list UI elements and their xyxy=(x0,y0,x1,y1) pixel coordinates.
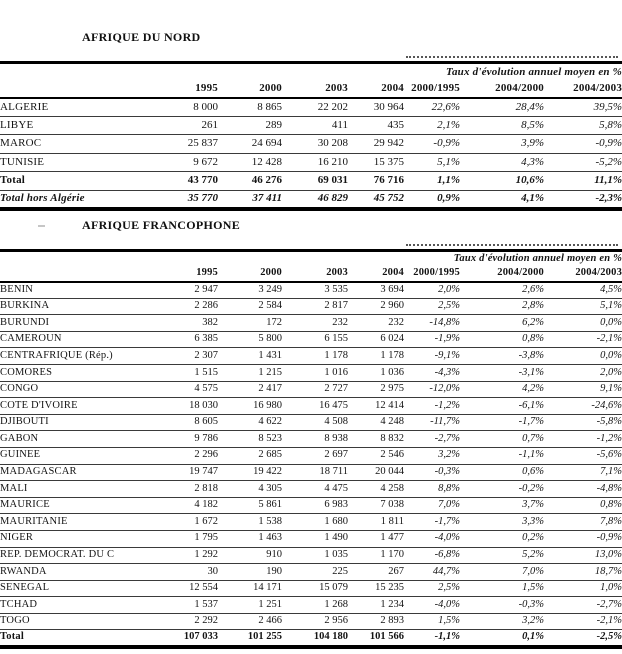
cell-year-value: 2 286 xyxy=(168,298,218,315)
cell-pct-value: 7,0% xyxy=(404,497,460,514)
cell-year-value: 3 249 xyxy=(218,282,282,299)
cell-year-value: 15 375 xyxy=(348,153,404,172)
cell-year-value: 2 960 xyxy=(348,298,404,315)
cell-pct-value: -1,7% xyxy=(404,514,460,531)
cell-pct-value: 1,1% xyxy=(404,172,460,191)
cell-year-value: 1 234 xyxy=(348,597,404,614)
cell-pct-value: 9,1% xyxy=(544,381,622,398)
cell-country-name: BENIN xyxy=(0,282,168,299)
cell-country-name: CENTRAFRIQUE (Rép.) xyxy=(0,348,168,365)
table-row xyxy=(0,98,622,117)
cell-country-name: COMORES xyxy=(0,364,168,381)
empty-header-cell xyxy=(0,251,404,266)
cell-country-name: MALI xyxy=(0,481,168,498)
cell-year-value: 37 411 xyxy=(218,190,282,209)
table-row xyxy=(0,464,622,481)
cell-year-value: 6 385 xyxy=(168,331,218,348)
cell-pct-value: -2,5% xyxy=(544,630,622,647)
cell-year-value: 35 770 xyxy=(168,190,218,209)
table-row xyxy=(0,135,622,154)
cell-year-value: 9 672 xyxy=(168,153,218,172)
cell-pct-value: 0,1% xyxy=(460,630,544,647)
cell-pct-value: 0,2% xyxy=(460,530,544,547)
pct-column-header: 2000/1995 xyxy=(404,266,460,282)
cell-year-value: 22 202 xyxy=(282,98,348,117)
cell-pct-value: 2,5% xyxy=(404,298,460,315)
table-body xyxy=(0,282,622,647)
table-row xyxy=(0,497,622,514)
cell-year-value: 2 307 xyxy=(168,348,218,365)
cell-country-name: COTE D'IVOIRE xyxy=(0,398,168,415)
cell-year-value: 1 811 xyxy=(348,514,404,531)
cell-year-value: 12 554 xyxy=(168,580,218,597)
cell-year-value: 2 817 xyxy=(282,298,348,315)
table-row xyxy=(0,315,622,332)
table-row xyxy=(0,580,622,597)
cell-country-name: Total xyxy=(0,172,168,191)
cell-country-name: Total xyxy=(0,630,168,647)
cell-year-value: 1 515 xyxy=(168,364,218,381)
table-afrique-francophone xyxy=(0,249,622,649)
cell-year-value: 4 248 xyxy=(348,414,404,431)
cell-year-value: 435 xyxy=(348,116,404,135)
cell-pct-value: -14,8% xyxy=(404,315,460,332)
cell-year-value: 3 694 xyxy=(348,282,404,299)
cell-pct-value: 8,5% xyxy=(460,116,544,135)
cell-year-value: 16 980 xyxy=(218,398,282,415)
cell-year-value: 1 178 xyxy=(282,348,348,365)
cell-country-name: CONGO xyxy=(0,381,168,398)
cell-pct-value: 0,8% xyxy=(544,497,622,514)
cell-year-value: 1 795 xyxy=(168,530,218,547)
cell-pct-value: 5,1% xyxy=(404,153,460,172)
cell-year-value: 107 033 xyxy=(168,630,218,647)
cell-year-value: 14 171 xyxy=(218,580,282,597)
taux-header-label: Taux d'évolution annuel moyen en % xyxy=(446,65,622,78)
cell-pct-value: 2,0% xyxy=(544,364,622,381)
cell-pct-value: 5,8% xyxy=(544,116,622,135)
dotted-rule-artifact-bottom xyxy=(406,244,618,246)
cell-country-name: MAROC xyxy=(0,135,168,154)
cell-pct-value: 0,7% xyxy=(460,431,544,448)
cell-country-name: GUINEE xyxy=(0,447,168,464)
scan-artifact-mark xyxy=(38,225,45,227)
cell-year-value: 2 546 xyxy=(348,447,404,464)
cell-pct-value: -3,8% xyxy=(460,348,544,365)
cell-pct-value: 18,7% xyxy=(544,564,622,581)
cell-year-value: 1 016 xyxy=(282,364,348,381)
cell-country-name: MADAGASCAR xyxy=(0,464,168,481)
table-row xyxy=(0,364,622,381)
cell-year-value: 2 947 xyxy=(168,282,218,299)
cell-year-value: 101 566 xyxy=(348,630,404,647)
empty-header-cell xyxy=(0,63,404,81)
cell-pct-value: 3,9% xyxy=(460,135,544,154)
cell-pct-value: 6,2% xyxy=(460,315,544,332)
cell-country-name: ALGERIE xyxy=(0,98,168,117)
cell-pct-value: 7,0% xyxy=(460,564,544,581)
cell-pct-value: -5,6% xyxy=(544,447,622,464)
cell-pct-value: 28,4% xyxy=(460,98,544,117)
cell-pct-value: 1,5% xyxy=(460,580,544,597)
cell-year-value: 16 210 xyxy=(282,153,348,172)
table-row xyxy=(0,564,622,581)
cell-year-value: 5 800 xyxy=(218,331,282,348)
cell-pct-value: 5,2% xyxy=(460,547,544,564)
cell-country-name: MAURITANIE xyxy=(0,514,168,531)
table-row xyxy=(0,431,622,448)
cell-pct-value: -12,0% xyxy=(404,381,460,398)
cell-year-value: 19 422 xyxy=(218,464,282,481)
cell-year-value: 4 305 xyxy=(218,481,282,498)
cell-pct-value: -1,1% xyxy=(404,630,460,647)
cell-year-value: 289 xyxy=(218,116,282,135)
cell-pct-value: 2,8% xyxy=(460,298,544,315)
year-column-header: 2004 xyxy=(348,266,404,282)
cell-pct-value: 44,7% xyxy=(404,564,460,581)
cell-year-value: 1 477 xyxy=(348,530,404,547)
cell-pct-value: -1,9% xyxy=(404,331,460,348)
cell-country-name: Total hors Algérie xyxy=(0,190,168,209)
cell-year-value: 225 xyxy=(282,564,348,581)
cell-year-value: 45 752 xyxy=(348,190,404,209)
cell-year-value: 5 861 xyxy=(218,497,282,514)
cell-country-name: TCHAD xyxy=(0,597,168,614)
cell-pct-value: -1,7% xyxy=(460,414,544,431)
country-column-header xyxy=(0,266,168,282)
cell-year-value: 2 893 xyxy=(348,613,404,630)
cell-year-value: 8 605 xyxy=(168,414,218,431)
cell-pct-value: 13,0% xyxy=(544,547,622,564)
cell-year-value: 30 208 xyxy=(282,135,348,154)
section-title-afrique-du-nord: AFRIQUE DU NORD xyxy=(82,30,201,44)
cell-year-value: 2 296 xyxy=(168,447,218,464)
cell-year-value: 4 475 xyxy=(282,481,348,498)
cell-year-value: 4 258 xyxy=(348,481,404,498)
cell-year-value: 18 711 xyxy=(282,464,348,481)
cell-pct-value: -24,6% xyxy=(544,398,622,415)
cell-pct-value: 2,0% xyxy=(404,282,460,299)
cell-year-value: 1 036 xyxy=(348,364,404,381)
cell-year-value: 8 938 xyxy=(282,431,348,448)
cell-year-value: 232 xyxy=(348,315,404,332)
cell-year-value: 6 155 xyxy=(282,331,348,348)
cell-year-value: 2 685 xyxy=(218,447,282,464)
cell-year-value: 1 537 xyxy=(168,597,218,614)
year-column-header: 1995 xyxy=(168,81,218,98)
cell-year-value: 30 964 xyxy=(348,98,404,117)
cell-year-value: 8 865 xyxy=(218,98,282,117)
table-row xyxy=(0,530,622,547)
section-title-afrique-francophone: AFRIQUE FRANCOPHONE xyxy=(82,218,241,232)
cell-year-value: 6 983 xyxy=(282,497,348,514)
cell-year-value: 2 417 xyxy=(218,381,282,398)
cell-pct-value: -0,3% xyxy=(404,464,460,481)
table-row xyxy=(0,331,622,348)
cell-year-value: 4 508 xyxy=(282,414,348,431)
cell-year-value: 46 276 xyxy=(218,172,282,191)
cell-year-value: 1 490 xyxy=(282,530,348,547)
cell-pct-value: 3,2% xyxy=(460,613,544,630)
column-headers-row xyxy=(0,266,622,282)
table-row xyxy=(0,116,622,135)
cell-pct-value: 5,1% xyxy=(544,298,622,315)
cell-pct-value: -2,7% xyxy=(544,597,622,614)
cell-year-value: 20 044 xyxy=(348,464,404,481)
cell-year-value: 29 942 xyxy=(348,135,404,154)
cell-year-value: 104 180 xyxy=(282,630,348,647)
cell-pct-value: 0,0% xyxy=(544,348,622,365)
taux-header-row xyxy=(0,63,622,81)
cell-year-value: 2 697 xyxy=(282,447,348,464)
cell-pct-value: 1,5% xyxy=(404,613,460,630)
cell-year-value: 2 818 xyxy=(168,481,218,498)
cell-year-value: 1 215 xyxy=(218,364,282,381)
cell-year-value: 46 829 xyxy=(282,190,348,209)
cell-country-name: TUNISIE xyxy=(0,153,168,172)
cell-pct-value: -0,9% xyxy=(404,135,460,154)
cell-pct-value: -2,1% xyxy=(544,331,622,348)
cell-pct-value: 11,1% xyxy=(544,172,622,191)
pct-column-header: 2004/2003 xyxy=(544,81,622,98)
cell-country-name: RWANDA xyxy=(0,564,168,581)
cell-pct-value: 0,0% xyxy=(544,315,622,332)
cell-pct-value: 3,3% xyxy=(460,514,544,531)
cell-year-value: 382 xyxy=(168,315,218,332)
table-row xyxy=(0,153,622,172)
pct-column-header: 2004/2000 xyxy=(460,81,544,98)
cell-year-value: 4 575 xyxy=(168,381,218,398)
cell-country-name: SENEGAL xyxy=(0,580,168,597)
year-column-header: 2003 xyxy=(282,81,348,98)
cell-pct-value: -3,1% xyxy=(460,364,544,381)
cell-pct-value: 4,2% xyxy=(460,381,544,398)
cell-country-name: DJIBOUTI xyxy=(0,414,168,431)
table-row xyxy=(0,481,622,498)
cell-pct-value: 2,1% xyxy=(404,116,460,135)
cell-year-value: 190 xyxy=(218,564,282,581)
cell-country-name: TOGO xyxy=(0,613,168,630)
table-row xyxy=(0,298,622,315)
cell-pct-value: 22,6% xyxy=(404,98,460,117)
table-row xyxy=(0,172,622,191)
cell-pct-value: -0,9% xyxy=(544,135,622,154)
cell-year-value: 15 235 xyxy=(348,580,404,597)
cell-year-value: 1 538 xyxy=(218,514,282,531)
cell-year-value: 261 xyxy=(168,116,218,135)
cell-year-value: 12 414 xyxy=(348,398,404,415)
table-row xyxy=(0,190,622,209)
cell-pct-value: 39,5% xyxy=(544,98,622,117)
cell-year-value: 15 079 xyxy=(282,580,348,597)
table-header xyxy=(0,251,622,282)
cell-year-value: 1 463 xyxy=(218,530,282,547)
cell-year-value: 69 031 xyxy=(282,172,348,191)
cell-year-value: 1 170 xyxy=(348,547,404,564)
cell-pct-value: -0,9% xyxy=(544,530,622,547)
table-row xyxy=(0,381,622,398)
table-row xyxy=(0,547,622,564)
cell-pct-value: 0,8% xyxy=(460,331,544,348)
cell-pct-value: 7,1% xyxy=(544,464,622,481)
cell-year-value: 19 747 xyxy=(168,464,218,481)
cell-year-value: 76 716 xyxy=(348,172,404,191)
taux-header-row xyxy=(0,251,622,266)
table-row xyxy=(0,630,622,647)
cell-pct-value: -0,2% xyxy=(460,481,544,498)
cell-pct-value: -1,2% xyxy=(544,431,622,448)
cell-year-value: 2 727 xyxy=(282,381,348,398)
cell-year-value: 6 024 xyxy=(348,331,404,348)
cell-year-value: 43 770 xyxy=(168,172,218,191)
pct-column-header: 2004/2000 xyxy=(460,266,544,282)
cell-pct-value: 0,9% xyxy=(404,190,460,209)
table-body xyxy=(0,98,622,209)
cell-year-value: 25 837 xyxy=(168,135,218,154)
cell-year-value: 2 584 xyxy=(218,298,282,315)
cell-pct-value: 3,7% xyxy=(460,497,544,514)
cell-year-value: 30 xyxy=(168,564,218,581)
cell-year-value: 12 428 xyxy=(218,153,282,172)
cell-pct-value: 2,5% xyxy=(404,580,460,597)
cell-year-value: 2 975 xyxy=(348,381,404,398)
table-row xyxy=(0,398,622,415)
cell-year-value: 1 268 xyxy=(282,597,348,614)
cell-year-value: 7 038 xyxy=(348,497,404,514)
cell-year-value: 3 535 xyxy=(282,282,348,299)
cell-year-value: 1 431 xyxy=(218,348,282,365)
cell-year-value: 411 xyxy=(282,116,348,135)
cell-pct-value: -6,1% xyxy=(460,398,544,415)
cell-country-name: NIGER xyxy=(0,530,168,547)
cell-year-value: 24 694 xyxy=(218,135,282,154)
table-afrique-du-nord xyxy=(0,61,622,211)
table-row xyxy=(0,348,622,365)
cell-year-value: 2 466 xyxy=(218,613,282,630)
column-headers-row xyxy=(0,81,622,98)
cell-year-value: 232 xyxy=(282,315,348,332)
cell-pct-value: -0,3% xyxy=(460,597,544,614)
year-column-header: 2003 xyxy=(282,266,348,282)
cell-country-name: CAMEROUN xyxy=(0,331,168,348)
cell-pct-value: 2,6% xyxy=(460,282,544,299)
cell-pct-value: -1,2% xyxy=(404,398,460,415)
cell-country-name: LIBYE xyxy=(0,116,168,135)
cell-year-value: 2 292 xyxy=(168,613,218,630)
cell-country-name: BURKINA xyxy=(0,298,168,315)
cell-year-value: 18 030 xyxy=(168,398,218,415)
table-row xyxy=(0,597,622,614)
cell-pct-value: -4,8% xyxy=(544,481,622,498)
cell-year-value: 1 035 xyxy=(282,547,348,564)
year-column-header: 1995 xyxy=(168,266,218,282)
cell-year-value: 101 255 xyxy=(218,630,282,647)
cell-pct-value: 10,6% xyxy=(460,172,544,191)
cell-pct-value: -9,1% xyxy=(404,348,460,365)
cell-pct-value: 1,0% xyxy=(544,580,622,597)
cell-year-value: 1 680 xyxy=(282,514,348,531)
cell-pct-value: -1,1% xyxy=(460,447,544,464)
cell-pct-value: -2,3% xyxy=(544,190,622,209)
cell-pct-value: -2,1% xyxy=(544,613,622,630)
cell-year-value: 2 956 xyxy=(282,613,348,630)
table-row xyxy=(0,414,622,431)
cell-pct-value: 4,5% xyxy=(544,282,622,299)
cell-pct-value: -5,2% xyxy=(544,153,622,172)
cell-year-value: 1 672 xyxy=(168,514,218,531)
cell-year-value: 9 786 xyxy=(168,431,218,448)
cell-year-value: 267 xyxy=(348,564,404,581)
cell-pct-value: 8,8% xyxy=(404,481,460,498)
cell-year-value: 1 251 xyxy=(218,597,282,614)
cell-pct-value: -5,8% xyxy=(544,414,622,431)
cell-pct-value: -2,7% xyxy=(404,431,460,448)
cell-year-value: 1 292 xyxy=(168,547,218,564)
cell-year-value: 1 178 xyxy=(348,348,404,365)
cell-pct-value: -4,3% xyxy=(404,364,460,381)
cell-year-value: 4 622 xyxy=(218,414,282,431)
cell-year-value: 172 xyxy=(218,315,282,332)
cell-pct-value: 7,8% xyxy=(544,514,622,531)
year-column-header: 2000 xyxy=(218,266,282,282)
pct-column-header: 2004/2003 xyxy=(544,266,622,282)
cell-country-name: REP. DEMOCRAT. DU C xyxy=(0,547,168,564)
cell-pct-value: -4,0% xyxy=(404,597,460,614)
cell-pct-value: 3,2% xyxy=(404,447,460,464)
cell-year-value: 910 xyxy=(218,547,282,564)
cell-pct-value: 0,6% xyxy=(460,464,544,481)
cell-pct-value: -4,0% xyxy=(404,530,460,547)
cell-country-name: GABON xyxy=(0,431,168,448)
pct-column-header: 2000/1995 xyxy=(404,81,460,98)
table-row xyxy=(0,447,622,464)
cell-pct-value: 4,3% xyxy=(460,153,544,172)
taux-header-label: Taux d'évolution annuel moyen en % xyxy=(453,252,622,264)
cell-year-value: 8 000 xyxy=(168,98,218,117)
cell-pct-value: -6,8% xyxy=(404,547,460,564)
cell-year-value: 8 523 xyxy=(218,431,282,448)
cell-pct-value: -11,7% xyxy=(404,414,460,431)
country-column-header xyxy=(0,81,168,98)
dotted-rule-artifact-top xyxy=(406,56,618,58)
table-row xyxy=(0,613,622,630)
table-row xyxy=(0,514,622,531)
cell-country-name: MAURICE xyxy=(0,497,168,514)
cell-year-value: 8 832 xyxy=(348,431,404,448)
cell-year-value: 4 182 xyxy=(168,497,218,514)
cell-year-value: 16 475 xyxy=(282,398,348,415)
year-column-header: 2000 xyxy=(218,81,282,98)
cell-pct-value: 4,1% xyxy=(460,190,544,209)
cell-country-name: BURUNDI xyxy=(0,315,168,332)
year-column-header: 2004 xyxy=(348,81,404,98)
table-row xyxy=(0,282,622,299)
table-header xyxy=(0,63,622,98)
